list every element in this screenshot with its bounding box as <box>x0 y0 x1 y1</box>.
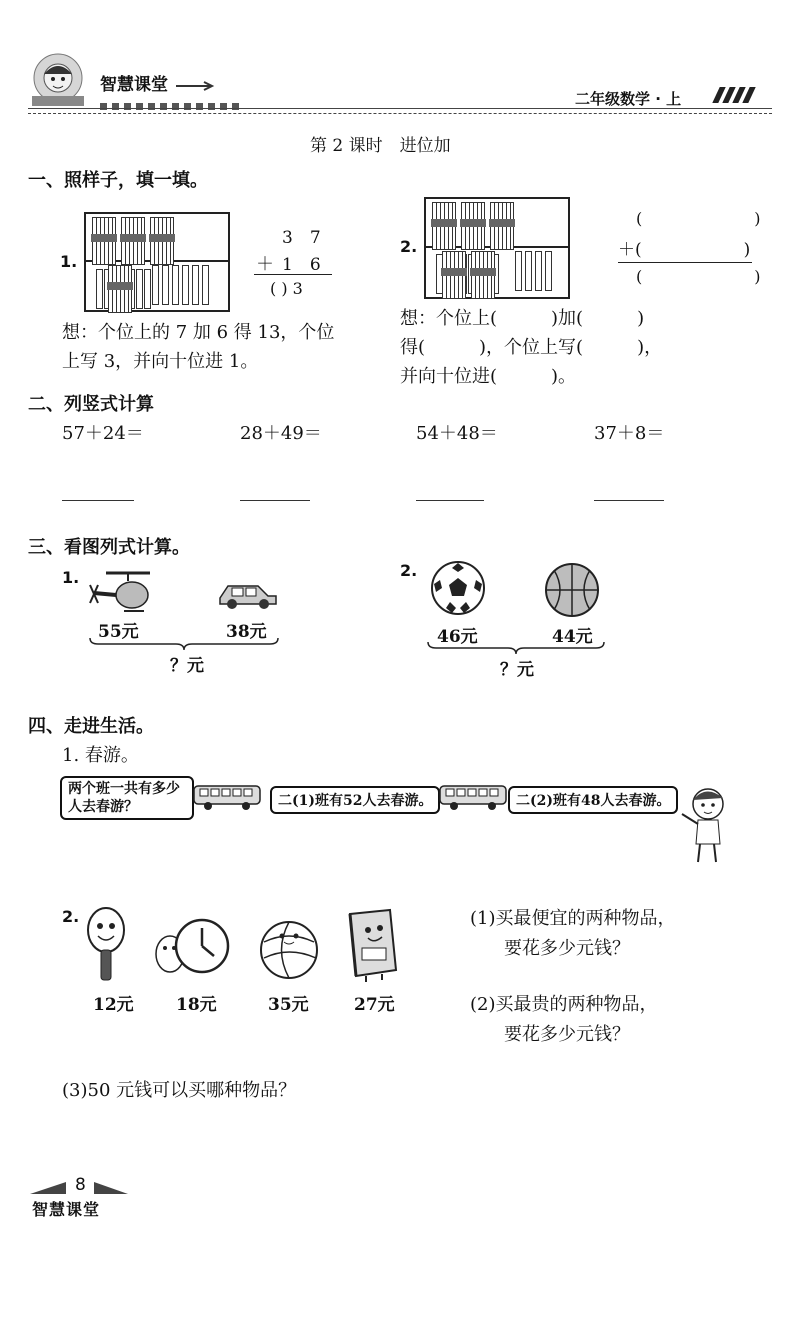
q1-think-line2: 上写 3，并向十位进 1。 <box>62 351 259 372</box>
counting-sticks-box-1 <box>84 212 230 312</box>
item-price-4: 27元 <box>354 995 395 1015</box>
mascot-girl-icon <box>24 52 92 108</box>
stick-bundle-icon <box>490 202 514 250</box>
q2-sum-line <box>618 262 752 263</box>
q2-think-line2: 得( )，个位上写( )， <box>400 337 663 358</box>
q1-sum-line <box>254 274 332 275</box>
s4-q2-number: 2. <box>62 907 80 926</box>
section2-title: 二、列竖式计算 <box>28 394 154 415</box>
spring-trip-question: 两个班一共有多少人去春游？ <box>60 776 194 820</box>
q2-row1: ( ) <box>636 209 761 228</box>
header-rule <box>28 108 772 109</box>
s4-q2-sub1-line1: (1)买最便宜的两种物品， <box>470 908 676 929</box>
section1-title: 一、照样子，填一填。 <box>28 170 208 191</box>
footer-brand: 智慧课堂 <box>32 1200 101 1219</box>
header-brand: 智慧课堂 <box>100 75 168 95</box>
q1-number: 1. <box>60 252 78 271</box>
dictionary-book-icon <box>342 908 402 988</box>
problem-2: 28＋49＝ <box>240 423 322 444</box>
section4-title: 四、走进生活。 <box>28 716 154 737</box>
alarm-clock-icon <box>152 916 232 982</box>
s4-q2-sub1-line2: 要花多少元钱？ <box>504 938 630 959</box>
problem-3: 54＋48＝ <box>416 423 498 444</box>
s4-q2-sub2-line1: (2)买最贵的两种物品， <box>470 994 658 1015</box>
s3-q2-price-b: 44元 <box>552 627 593 647</box>
s3-q1-price-a: 55元 <box>98 622 139 642</box>
s4-q2-sub2-line2: 要花多少元钱？ <box>504 1024 630 1045</box>
stick-bundle-icon <box>150 217 174 265</box>
q2-think-line3: 并向十位进( )。 <box>400 366 577 387</box>
class2-info: 二(2)班有48人去春游。 <box>508 786 678 814</box>
stick-bundle-icon <box>471 251 495 299</box>
lesson-title: 第 2 课时 进位加 <box>310 136 451 156</box>
class1-info: 二(1)班有52人去春游。 <box>270 786 440 814</box>
q1-plus-sign: ＋ <box>256 254 274 275</box>
answer-line-2[interactable] <box>240 500 310 501</box>
counting-sticks-box-2 <box>424 197 570 299</box>
boy-icon <box>676 784 736 868</box>
item-price-3: 35元 <box>268 995 309 1015</box>
q2-row3: ( ) <box>636 267 761 286</box>
bus-icon <box>438 784 510 816</box>
car-icon <box>216 574 280 616</box>
q2-row2: ＋( ) <box>618 240 751 260</box>
q1-result: ( ) 3 <box>270 279 303 298</box>
s3-q1-total: ？元 <box>170 656 204 676</box>
q2-number: 2. <box>400 237 418 256</box>
soccer-ball-icon <box>430 560 486 620</box>
stick-bundle-icon <box>442 251 466 299</box>
q1-think-line1: 想：个位上的 7 加 6 得 13，个位 <box>62 322 335 343</box>
helicopter-icon <box>88 567 154 621</box>
s4-q2-sub3: (3)50 元钱可以买哪种物品？ <box>62 1080 297 1101</box>
header-rule-dashed <box>28 113 772 114</box>
item-price-2: 18元 <box>176 995 217 1015</box>
stick-bundle-icon <box>92 217 116 265</box>
answer-line-3[interactable] <box>416 500 484 501</box>
s3-q2-total: ？元 <box>500 660 534 680</box>
stick-bundle-icon <box>432 202 456 250</box>
s3-q1-price-b: 38元 <box>226 622 267 642</box>
q1-top-number: 3 7 <box>282 228 321 248</box>
answer-line-4[interactable] <box>594 500 664 501</box>
s3-q1-number: 1. <box>62 568 80 587</box>
header-grade: 二年级数学 · 上 <box>575 90 682 108</box>
header-stripes <box>716 87 756 107</box>
header-mascot <box>24 52 92 108</box>
s3-q2-number: 2. <box>400 561 418 580</box>
answer-line-1[interactable] <box>62 500 134 501</box>
stick-bundle-icon <box>108 265 132 313</box>
ping-pong-paddle-icon <box>84 906 128 988</box>
bus-icon <box>192 784 264 816</box>
s3-q2-price-a: 46元 <box>437 627 478 647</box>
basketball-icon <box>544 562 600 622</box>
volleyball-icon <box>254 912 324 986</box>
page-number: 8 <box>75 1175 86 1195</box>
problem-4: 37＋8＝ <box>594 423 665 444</box>
problem-1: 57＋24＝ <box>62 423 144 444</box>
stick-bundle-icon <box>461 202 485 250</box>
section3-title: 三、看图列式计算。 <box>28 537 190 558</box>
q2-think-line1: 想：个位上( )加( ) <box>400 308 645 329</box>
s4-q1-label: 1. 春游。 <box>62 745 139 766</box>
item-price-1: 12元 <box>93 995 134 1015</box>
stick-bundle-icon <box>121 217 145 265</box>
header-arrow-icon <box>176 76 216 95</box>
q1-bottom-number: 1 6 <box>282 255 321 275</box>
